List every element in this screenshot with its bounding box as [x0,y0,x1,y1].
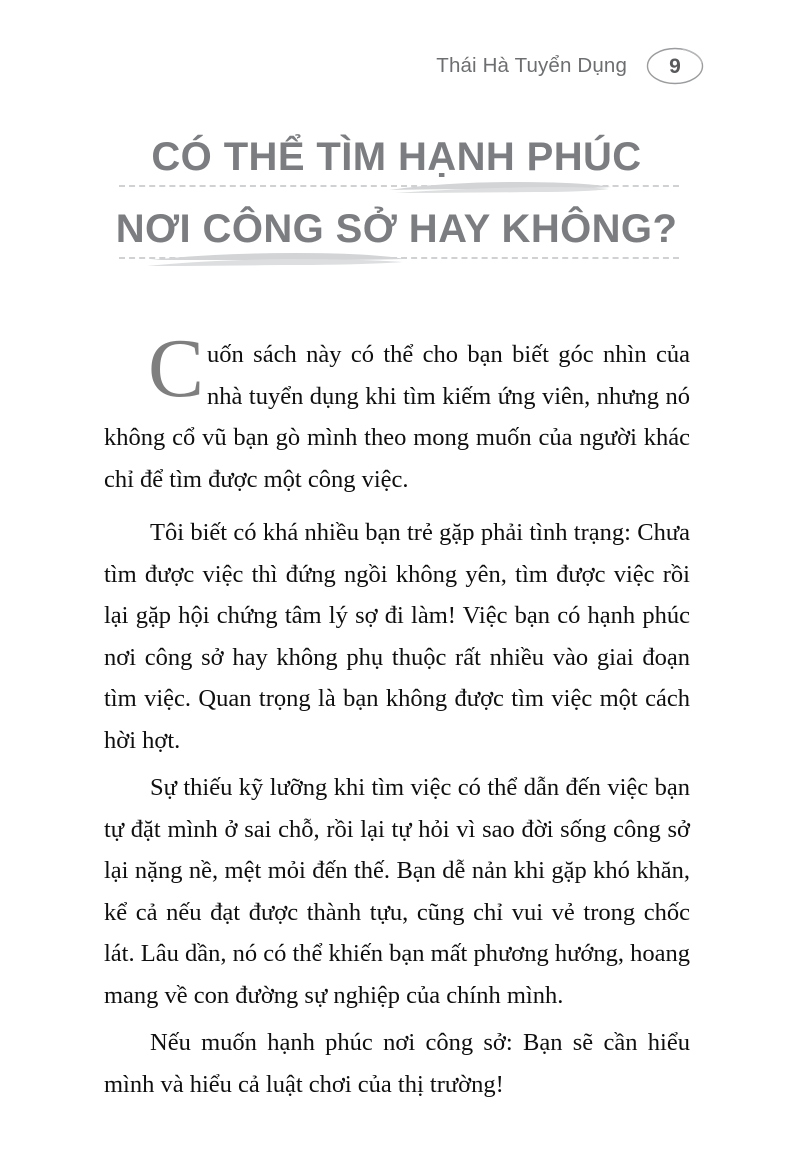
title-block [0,128,793,272]
chapter-title [0,128,793,272]
paragraph: Nếu muốn hạnh phúc nơi công sở: Bạn sẽ cần hiểu mình và hiểu cả luật chơi của thị trường! [104,1029,690,1098]
title-row-two [0,200,793,272]
paragraph: Tôi biết có khá nhiều bạn trẻ gặp phải tình trạng: Chưa tìm được việc thì đứng ngồi không yên, tìm được việc rồi lại gặp hội chứng tâm lý sợ đi làm! Việc bạn có hạnh phúc nơi công sở hay không phụ thuộc rất nhiều vào giai đoạn tìm việc. Quan trọng là bạn không được tìm việc một cách hời hợt. [104,519,690,754]
paragraph: Sự thiếu kỹ lưỡng khi tìm việc có thể dẫn đến việc bạn tự đặt mình ở sai chỗ, rồi lại tự hỏi vì sao đời sống công sở lại nặng nề, mệt mỏi đến thế. Bạn dễ nản khi gặp khó khăn, kể cả nếu đạt được thành tựu, cũng chỉ vui vẻ trong chốc lát. Lâu dần, nó có thể khiến bạn mất phương hướng, hoang mang về con đường sự nghiệp của chính mình. [104,774,690,1009]
title-row-one [0,128,793,200]
chapter-title-line-2: NƠI CÔNG SỞ HAY KHÔNG? [115,207,678,251]
page-number-badge [645,46,705,86]
paragraph-lead: Cuốn sách này có thể cho bạn biết góc nhìn của nhà tuyển dụng khi tìm kiếm ứng viên, nhưng nó không cổ vũ bạn gò mình theo mong muốn của người khác chỉ để tìm được một công việc. [104,322,690,493]
chapter-title-line-1: CÓ THỂ TÌM HẠNH PHÚC [151,135,642,179]
running-header [436,46,705,86]
page-number-value: 9 [669,54,681,78]
imprint-label: Thái Hà Tuyển Dụng [436,54,627,77]
body-copy [104,322,690,1105]
